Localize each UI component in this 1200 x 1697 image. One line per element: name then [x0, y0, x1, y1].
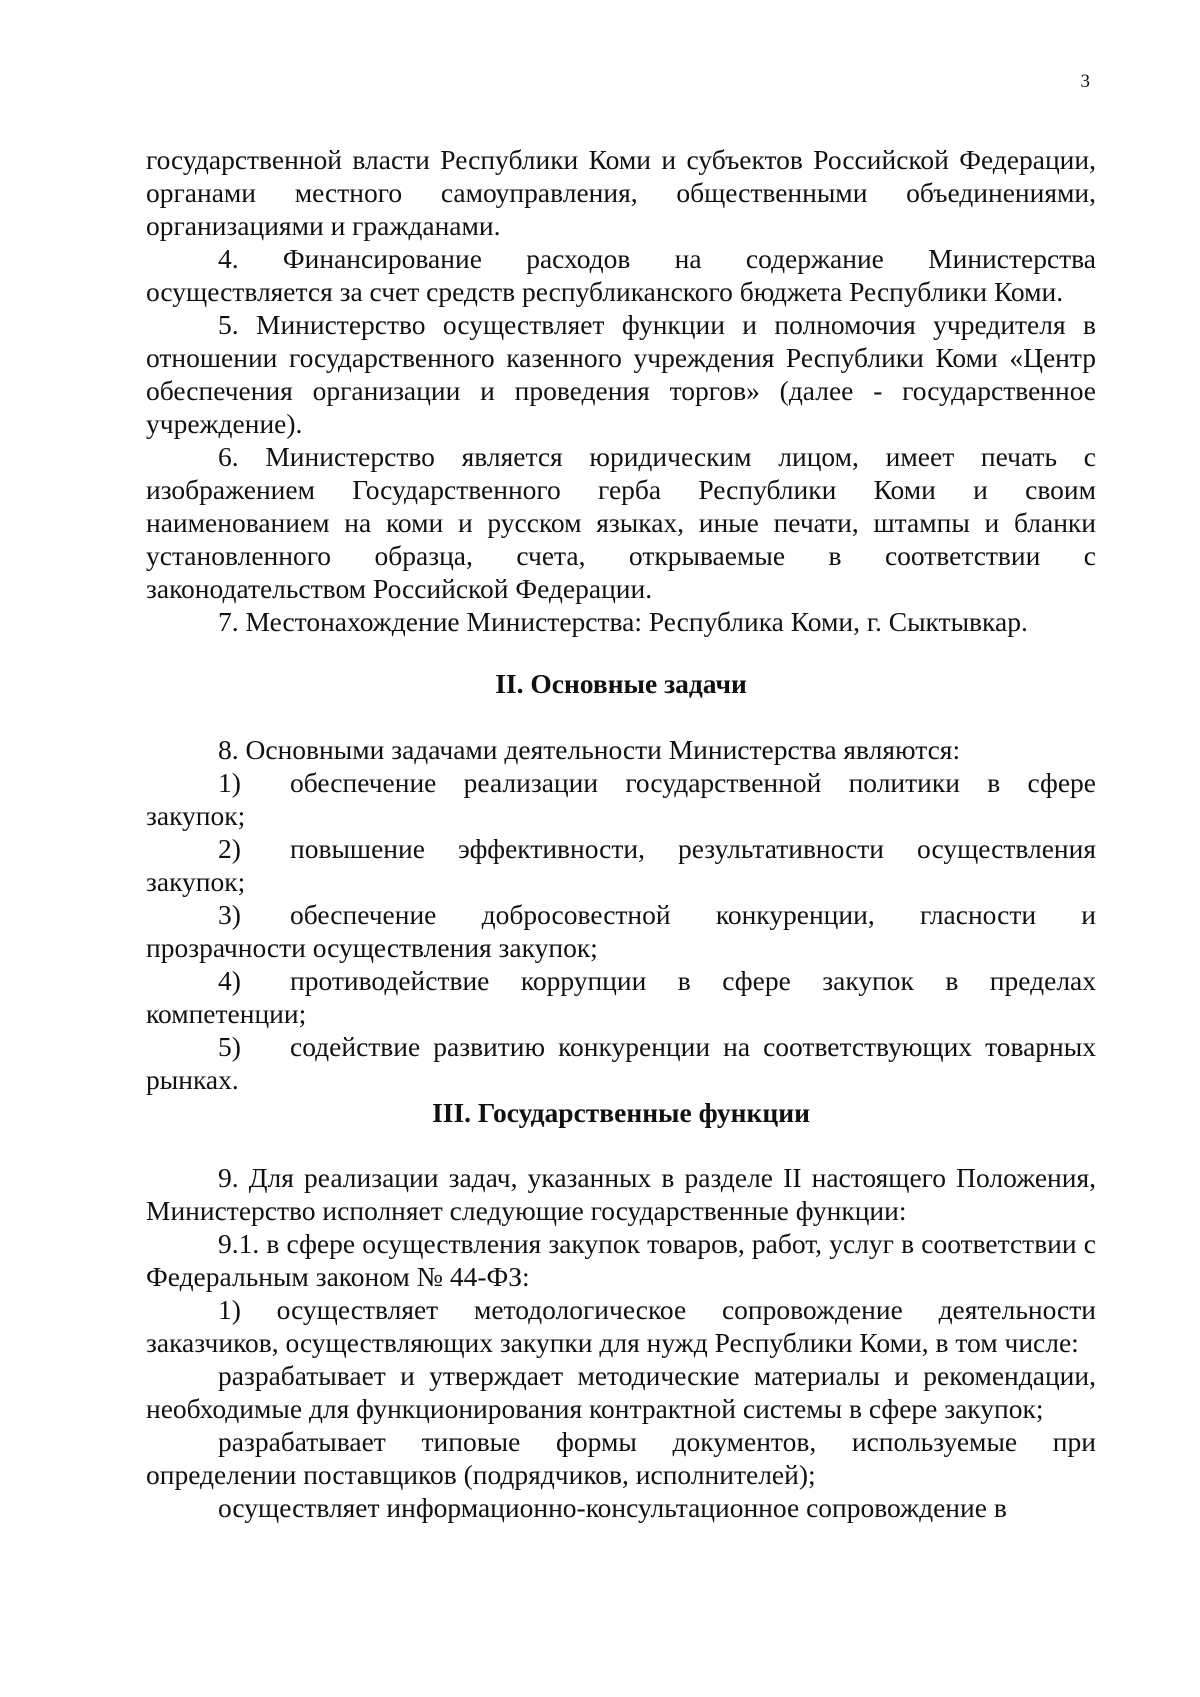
list-item-number: 5)	[218, 1031, 241, 1062]
paragraph-continuation: государственной власти Республики Коми и субъектов Российской Федерации, органами местного самоуправления, общественными объединениями, организациями и гражданами.	[146, 144, 1096, 241]
list-item-number: 3)	[218, 899, 241, 930]
list-item	[146, 1030, 1096, 1096]
list-item	[146, 832, 1096, 898]
list-item-text: противодействие коррупции в сфере закупок в пределах компетенции;	[146, 965, 1096, 1029]
paragraph-8: 8. Основными задачами деятельности Министерства являются:	[218, 734, 961, 765]
list-item-number: 4)	[218, 965, 241, 996]
paragraph-4: 4. Финансирование расходов на содержание Министерства осуществляется за счет средств республиканского бюджета Республики Коми.	[146, 243, 1096, 307]
list-item	[146, 964, 1096, 1030]
list-item-text: повышение эффективности, результативности осуществления закупок;	[146, 833, 1096, 897]
list-item-text: обеспечение добросовестной конкуренции, гласности и прозрачности осуществления закупок;	[146, 899, 1096, 963]
paragraph-9: 9. Для реализации задач, указанных в разделе II настоящего Положения, Министерство исполняет следующие государственные функции:	[146, 1162, 1096, 1226]
paragraph-9-1-1: 1) осуществляет методологическое сопровождение деятельности заказчиков, осуществляющих закупки для нужд Республики Коми, в том числе:	[146, 1294, 1096, 1358]
section-heading-3: III. Государственные функции	[432, 1097, 810, 1128]
document-body	[146, 143, 1096, 1524]
paragraph-typical-forms: разрабатывает типовые формы документов, используемые при определении поставщиков (подрядчиков, исполнителей);	[146, 1426, 1096, 1490]
list-item	[146, 766, 1096, 832]
paragraph-7: 7. Местонахождение Министерства: Республика Коми, г. Сыктывкар.	[218, 606, 1028, 637]
list-item-text: содействие развитию конкуренции на соответствующих товарных рынках.	[146, 1031, 1096, 1095]
section-heading-2: II. Основные задачи	[495, 668, 747, 699]
paragraph-info-support: осуществляет информационно-консультационное сопровождение в	[218, 1492, 1007, 1523]
list-item-number: 1)	[218, 767, 241, 798]
page-number: 3	[1080, 71, 1090, 92]
list-item	[146, 898, 1096, 964]
paragraph-6: 6. Министерство является юридическим лицом, имеет печать с изображением Государственного герба Республики Коми и своим наименованием на коми и русском языках, иные печати, штампы и бланки установленного образца, счета, открываемые в соответствии с законодательством Российской Федерации.	[146, 441, 1096, 604]
paragraph-9-1: 9.1. в сфере осуществления закупок товаров, работ, услуг в соответствии с Федеральным законом № 44-ФЗ:	[146, 1228, 1096, 1292]
paragraph-methodical-materials: разрабатывает и утверждает методические материалы и рекомендации, необходимые для функционирования контрактной системы в сфере закупок;	[146, 1360, 1096, 1424]
paragraph-5: 5. Министерство осуществляет функции и полномочия учредителя в отношении государственного казенного учреждения Республики Коми «Центр обеспечения организации и проведения торгов» (далее - государственное учреждение).	[146, 309, 1096, 439]
list-item-number: 2)	[218, 833, 241, 864]
list-item-text: обеспечение реализации государственной политики в сфере закупок;	[146, 767, 1096, 831]
